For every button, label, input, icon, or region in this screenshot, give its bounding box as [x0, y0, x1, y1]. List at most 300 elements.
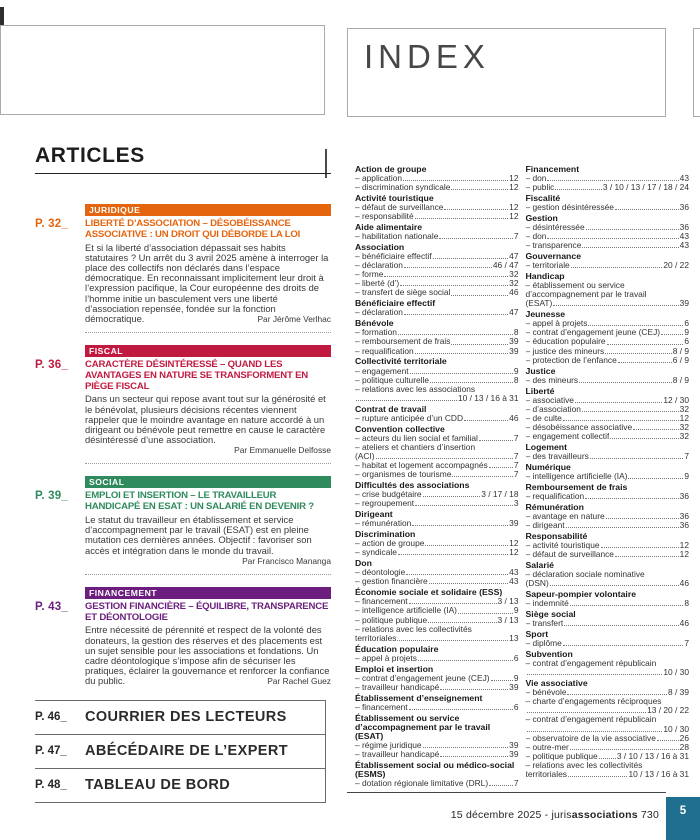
index-entry [526, 619, 690, 628]
index-term: Gouvernance [525, 251, 582, 262]
dotted-leader [527, 674, 663, 675]
article-title: GESTION FINANCIÈRE – ÉQUILIBRE, TRANSPARENCE ET DÉONTOLOGIE [85, 600, 329, 623]
index-entry-label: – don [525, 173, 547, 183]
index-entry-pages: 39 [509, 346, 519, 356]
index-entry-pages: 43 [509, 568, 519, 578]
index-entry [526, 376, 690, 385]
index-entry-pages: 12 [509, 548, 519, 558]
index-entry [526, 356, 690, 365]
index-entry-label: – éducation populaire [525, 337, 606, 347]
dotted-leader [555, 189, 601, 190]
index-entry-pages: 32 [509, 270, 519, 280]
index-entry [526, 299, 690, 308]
index-section [526, 165, 690, 192]
index-section [355, 665, 519, 692]
article-entry [35, 204, 331, 324]
index-entry-label: – défaut de surveillance [525, 550, 614, 560]
dotted-leader [423, 747, 509, 748]
dotted-leader [403, 180, 508, 181]
index-entry [526, 396, 690, 405]
dotted-leader [433, 258, 509, 259]
dotted-leader [547, 238, 678, 239]
index-entry-pages: 13 / 20 / 22 [647, 706, 689, 716]
index-entry-pages: 32 [679, 422, 689, 432]
index-section [526, 194, 690, 212]
index-entry [355, 461, 519, 470]
index-entry [355, 367, 519, 376]
article-separator [85, 332, 331, 333]
index-entry [355, 634, 519, 643]
dotted-leader [439, 238, 512, 239]
index-entry-label: – bénévole [525, 688, 567, 698]
dotted-leader [628, 478, 683, 479]
index-entry-label: – crise budgétaire [355, 490, 422, 500]
index-entry-pages: 7 [513, 461, 519, 471]
index-entry-label: – habilitation nationale [355, 232, 439, 242]
index-entry-label: – défaut de surveillance [355, 202, 444, 212]
index-entry-label: – gestion financière [355, 577, 428, 587]
index-entry [526, 423, 690, 432]
article-body [85, 204, 331, 324]
index-entry-line: – contrat d’engagement républicain [525, 658, 657, 669]
index-term: Discrimination [355, 529, 416, 540]
index-section [355, 223, 519, 241]
index-entry-pages: 46 [679, 579, 689, 589]
index-entry-pages: 47 [509, 308, 519, 318]
dotted-leader [428, 622, 496, 623]
dotted-leader [404, 267, 492, 268]
article-description: Et si la liberté d’association dépassait ses habits statutaires ? Un arrêt du 3 avril 2025 amène à interroger la place des collectifs non déclarés dans l’espace démocratique. En reconnaissant implicitement leur droit à l’expression pacifique, la Cour européenne des droits de l’homme initie un basculement vers une liberté d’association repensée, fondée sur la fonction démocratique. [85, 241, 329, 325]
index-entry-pages: 6 [513, 653, 519, 663]
index-entry-label: – bénéficiaire effectif [355, 252, 432, 262]
index-entry-pages: 7 [513, 470, 519, 480]
footer-date: 15 décembre 2025 - [450, 809, 552, 821]
index-entry-pages: 6 [513, 702, 519, 712]
index-entry [526, 639, 690, 648]
article-author: Par Emmanuelle Delfosse [234, 445, 331, 456]
index-entry-label: – application [355, 173, 403, 183]
index-section [526, 650, 690, 677]
index-entry-pages: 9 [684, 328, 689, 338]
index-entry-pages: 3 / 17 / 18 [481, 490, 519, 500]
index-entry-pages: 8 [513, 328, 519, 338]
index-entry-pages: 8 / 9 [672, 375, 689, 385]
index-term: Siège social [525, 609, 576, 620]
index-term: Dirigeant [355, 509, 393, 520]
index-entry-label: – observatoire de la vie associative [525, 733, 656, 743]
index-term: Justice [525, 365, 556, 376]
index-entry [355, 203, 519, 212]
index-entry-label: – régime juridique [355, 740, 422, 750]
page-number-box [666, 797, 700, 840]
article-author: Par Rachel Guez [267, 676, 331, 687]
index-entry-label: – remboursement de frais [355, 337, 451, 347]
index-term: Logement [525, 441, 568, 452]
dotted-leader [550, 585, 679, 586]
index-entry-label: – contrat d’engagement jeune (CEJ) [355, 673, 490, 683]
article-author: Par Jérôme Verlhac [257, 314, 331, 325]
index-entry [526, 223, 690, 232]
index-entry [355, 683, 519, 692]
index-entry-pages: 3 / 13 [497, 615, 519, 625]
index-section [355, 194, 519, 221]
dotted-leader [451, 189, 508, 190]
index-section [526, 483, 690, 501]
index-term: Sport [525, 629, 549, 640]
index-entry-pages: 8 [684, 599, 689, 609]
index-entry-label: – transparence [525, 241, 582, 251]
dotted-leader [418, 660, 513, 661]
index-term: Vie associative [525, 678, 588, 689]
article-entry [35, 587, 331, 687]
dotted-leader [415, 505, 513, 506]
index-section [526, 561, 690, 588]
index-term: Établissement d’enseignement [355, 692, 483, 703]
rubrique-label: TABLEAU DE BORD [85, 777, 231, 793]
index-entry-pages: 12 [679, 413, 689, 423]
index-section [526, 367, 690, 385]
index-entry [526, 734, 690, 743]
dotted-leader [464, 420, 508, 421]
index-section [355, 319, 519, 355]
index-section [526, 214, 690, 250]
index-entry [355, 279, 519, 288]
index-term: Association [355, 241, 405, 252]
index-entry-label: – justice des mineurs [525, 346, 605, 356]
dotted-leader [586, 229, 679, 230]
index-entry-pages: 46 [509, 288, 519, 298]
dotted-leader [567, 694, 667, 695]
index-term: Handicap [525, 271, 565, 282]
index-entry [355, 261, 519, 270]
index-title-box [347, 28, 666, 117]
index-entry [355, 741, 519, 750]
index-section [355, 645, 519, 663]
index-section [526, 463, 690, 481]
page-edge-card [693, 28, 700, 117]
index-entry [526, 472, 690, 481]
index-entry [526, 541, 690, 550]
index-entry-pages: 6 [684, 319, 689, 329]
index-entry-pages: 43 [679, 241, 689, 251]
index-term: Responsabilité [525, 530, 588, 541]
index-entry-label: – financement [355, 597, 408, 607]
index-entry-line: – charte d’engagements réciproques [525, 696, 662, 707]
article-page-number: P. 36_ [35, 359, 68, 372]
index-entry [355, 308, 519, 317]
index-entry-pages: 39 [509, 750, 519, 760]
index-entry-label: – déclaration [355, 308, 403, 318]
index-entry [355, 288, 519, 297]
index-entry-pages: 12 [509, 202, 519, 212]
dotted-leader [412, 525, 508, 526]
index-entry-pages: 3 / 13 [497, 597, 519, 607]
index-term: Économie sociale et solidaire (ESS) [355, 587, 503, 598]
dotted-leader [376, 458, 513, 459]
index-entry-label: – politique publique [355, 615, 428, 625]
dotted-leader [601, 547, 679, 548]
index-entry [526, 232, 690, 241]
index-entry-line: – contrat d’engagement républicain [525, 714, 657, 725]
index-entry-label: – dotation régionale limitative (DRL) [355, 779, 489, 789]
dotted-leader [440, 689, 508, 690]
index-entry [526, 743, 690, 752]
dotted-leader [527, 731, 663, 732]
dotted-leader [489, 785, 513, 786]
index-entry-pages: 32 [679, 404, 689, 414]
index-entry [526, 414, 690, 423]
index-entry-label: – travailleur handicapé [355, 750, 440, 760]
dotted-leader [404, 314, 508, 315]
index-column [355, 163, 519, 788]
dotted-leader [398, 334, 513, 335]
index-entry-label: – contrat d’engagement jeune (CEJ) [525, 328, 661, 338]
index-entry [355, 548, 519, 557]
index-entry [355, 499, 519, 508]
index-entry [355, 414, 519, 423]
index-entry-label: – d’association [525, 404, 581, 414]
dotted-leader [410, 373, 513, 374]
index-entry-pages: 10 / 13 / 16 à 31 [457, 393, 519, 403]
index-term: Salarié [525, 560, 554, 570]
article-page-number: P. 32_ [35, 218, 68, 230]
index-entry-pages: 43 [679, 232, 689, 242]
index-entry-pages: 32 [509, 279, 519, 289]
index-entry-pages: 47 [509, 252, 519, 262]
index-entry [526, 432, 690, 441]
article-page-number: P. 43_ [35, 600, 68, 613]
index-term: Action de groupe [355, 163, 427, 174]
footer-brand-bold: associations [571, 809, 638, 821]
index-section [526, 630, 690, 648]
index-entry-pages: 7 [513, 451, 519, 461]
index-term: Gestion [525, 212, 558, 223]
index-entry-label: territoriales [355, 633, 397, 643]
index-entry-label: – protection de l’enfance [525, 355, 617, 365]
index-entry-label: – associative [525, 395, 574, 405]
index-section [355, 405, 519, 423]
index-entry-label: – territoriale [525, 261, 570, 271]
index-entry-pages: 36 [679, 202, 689, 212]
article-page-number: P. 39_ [35, 490, 68, 503]
dotted-leader [444, 209, 508, 210]
index-entry-label: – politique publique [525, 751, 598, 761]
index-entry-pages: 3 / 10 / 13 / 16 à 31 [616, 751, 689, 761]
header-placeholder-box [0, 25, 325, 115]
index-entry-pages: 12 [509, 212, 519, 222]
index-entry-pages: 6 [684, 337, 689, 347]
dotted-leader [398, 554, 508, 555]
dotted-leader [409, 603, 497, 604]
rubrique-row [35, 700, 325, 734]
index-entry-pages: 6 / 9 [672, 355, 689, 365]
index-entry-pages: 36 [679, 491, 689, 501]
index-entry [355, 568, 519, 577]
dotted-leader [606, 518, 679, 519]
dotted-leader [582, 247, 678, 248]
index-entry-label: – liberté (d’) [355, 279, 400, 289]
article-category-tag: FISCAL [85, 345, 331, 357]
dotted-leader [415, 353, 509, 354]
index-entry-pages: 39 [509, 740, 519, 750]
index-entry-label: – avantage en nature [525, 511, 605, 521]
index-section [355, 481, 519, 508]
index-entry-line: – relations avec les collectivités [355, 623, 472, 634]
index-entry-pages: 46 / 47 [492, 261, 519, 271]
dotted-leader [430, 382, 513, 383]
index-entry-label: – discrimination syndicale [355, 182, 451, 192]
index-entry-label: – déclaration [355, 261, 403, 271]
index-term: Liberté [525, 385, 555, 396]
footer-brand-regular: juris [551, 809, 572, 821]
index-entry-label: – des mineurs [525, 375, 579, 385]
index-section [355, 694, 519, 712]
index-entry-label: – rémunération [355, 519, 412, 529]
index-entry-pages: 7 [684, 639, 689, 649]
index-entry-label: – formation [355, 328, 397, 338]
dotted-leader [657, 740, 679, 741]
index-entry-line: – ateliers et chantiers d’insertion [355, 441, 476, 452]
index-term: Numérique [525, 461, 571, 472]
index-entry-pages: 12 [509, 182, 519, 192]
index-term: Remboursement de frais [525, 481, 628, 492]
index-heading: INDEX [364, 38, 490, 75]
dotted-leader [579, 382, 672, 383]
article-category-tag: SOCIAL [85, 476, 331, 488]
article-category-tag: JURIDIQUE [85, 204, 331, 216]
index-entry [526, 347, 690, 356]
index-entry [355, 490, 519, 499]
index-entry-label: – acteurs du lien social et familial [355, 433, 478, 443]
index-term: Financement [525, 163, 580, 174]
dotted-leader [566, 527, 679, 528]
index-entry-pages: 12 / 30 [663, 395, 689, 405]
index-section [355, 559, 519, 586]
index-entry-label: – outre-mer [525, 742, 569, 752]
index-entry [526, 725, 690, 734]
index-entry-label: – transfert de siège social [355, 288, 451, 298]
index-entry [526, 599, 690, 608]
index-entry-pages: 12 [509, 173, 519, 183]
index-entry [526, 579, 690, 588]
dotted-leader [605, 353, 672, 354]
index-term: Difficultés des associations [355, 480, 470, 491]
index-section [526, 443, 690, 461]
index-list [355, 163, 689, 788]
index-entry [526, 550, 690, 559]
index-section [355, 510, 519, 528]
index-section [355, 530, 519, 557]
index-entry-line: – déclaration sociale nominative [525, 569, 645, 580]
index-entry-pages: 36 [679, 511, 689, 521]
index-entry-pages: 10 / 30 [663, 724, 689, 734]
article-separator [85, 463, 331, 464]
dotted-leader [415, 218, 509, 219]
dotted-leader [610, 438, 678, 439]
dotted-leader [553, 305, 678, 306]
article-separator [85, 574, 331, 575]
dotted-leader [585, 498, 679, 499]
rubrique-page-number: P. 46_ [35, 711, 67, 723]
index-term: Établissement ou service d’accompagnement par le travail (ESAT) [355, 712, 491, 741]
index-entry-label: – engagement collectif [525, 432, 610, 441]
index-entry-label: – déontologie [355, 568, 406, 578]
index-entry-label: – travailleur handicapé [355, 682, 440, 692]
index-entry-pages: 39 [509, 682, 519, 692]
rubriques-table [35, 700, 326, 803]
index-entry [355, 232, 519, 241]
index-entry [355, 212, 519, 221]
index-entry [355, 539, 519, 548]
index-entry [526, 183, 690, 192]
articles-section [35, 144, 331, 686]
footer-divider [347, 792, 666, 793]
rubrique-label: COURRIER DES LECTEURS [85, 709, 287, 725]
dotted-leader [599, 758, 616, 759]
dotted-leader [458, 613, 513, 614]
index-term: Activité touristique [355, 192, 434, 203]
index-section [526, 503, 690, 530]
footer-issue-number: 730 [640, 809, 659, 821]
index-entry-label: – indemnité [525, 599, 569, 609]
index-entry [526, 512, 690, 521]
index-term: Subvention [525, 649, 573, 660]
index-section [355, 425, 519, 480]
index-entry [355, 577, 519, 586]
index-entry-pages: 10 / 13 / 16 à 31 [628, 770, 689, 780]
index-term: Bénévole [355, 318, 394, 329]
index-entry [355, 470, 519, 479]
index-entry-label: – public [525, 182, 555, 192]
index-term: Don [355, 558, 372, 569]
index-entry [355, 597, 519, 606]
index-term: Sapeur-pompier volontaire [525, 589, 637, 600]
index-entry-label: – désintéressée [525, 222, 585, 232]
index-entry [526, 492, 690, 501]
dotted-leader [588, 325, 683, 326]
index-entry-label: – désobéissance associative [525, 422, 633, 432]
index-entry-label: – activité touristique [525, 541, 600, 551]
index-entry-label: – diplôme [525, 639, 562, 649]
page-number: 5 [679, 805, 687, 817]
index-term: Contrat de travail [355, 403, 427, 414]
index-entry-label: territoriales [525, 770, 567, 780]
index-entry-label: – syndicale [355, 548, 397, 558]
index-entry-pages: 12 [679, 550, 689, 560]
index-entry-pages: 9 [513, 366, 519, 376]
index-entry-pages: 9 [513, 673, 519, 683]
footer [347, 809, 659, 821]
dotted-leader [570, 749, 679, 750]
dotted-leader [384, 276, 508, 277]
index-entry-pages: 7 [684, 451, 689, 461]
index-entry-pages: 28 [679, 742, 689, 752]
dotted-leader [479, 440, 513, 441]
index-entry-label: – organismes de tourisme [355, 470, 452, 480]
index-entry-pages: 20 / 22 [663, 261, 689, 271]
index-entry [355, 328, 519, 337]
dotted-leader [451, 295, 508, 296]
article-title: LIBERTÉ D’ASSOCIATION – DÉSOBÉISSANCE ASSOCIATIVE : UN DROIT QUI DÉBORDE LA LOI [85, 218, 301, 240]
dotted-leader [440, 756, 508, 757]
dotted-leader [400, 285, 508, 286]
index-entry [355, 654, 519, 663]
index-entry [526, 203, 690, 212]
index-section [355, 165, 519, 192]
index-section [355, 588, 519, 643]
index-entry-label: (DSN) [525, 579, 549, 589]
index-entry-pages: 8 / 9 [672, 346, 689, 356]
